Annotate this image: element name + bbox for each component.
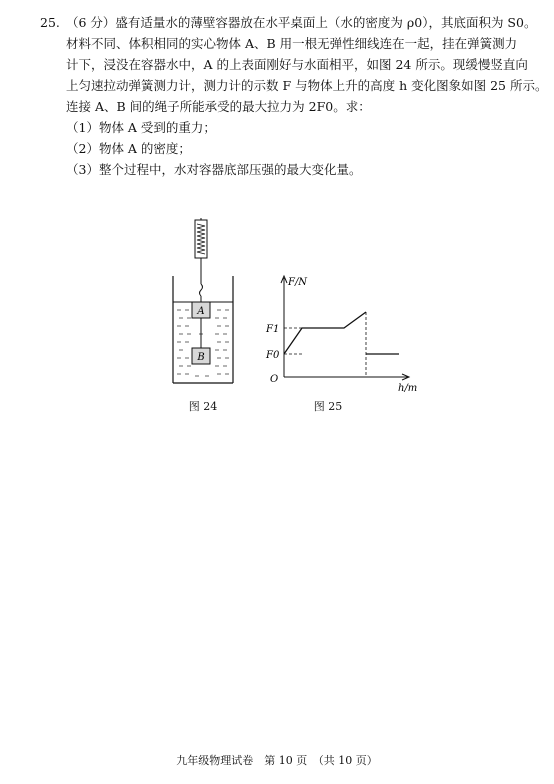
figure-24-caption: 图 24 bbox=[188, 400, 218, 413]
water-hatching bbox=[177, 310, 229, 376]
part-1: （1）物体 A 受到的重力； bbox=[66, 120, 216, 135]
part-3: （3）整个过程中，水对容器底部压强的最大变化量。 bbox=[66, 162, 362, 177]
spring-coils bbox=[197, 224, 205, 254]
figure-25-caption: 图 25 bbox=[313, 400, 343, 413]
question-25 bbox=[20, 12, 548, 180]
question-line-5: 连接 A、B 间的绳子所能承受的最大拉力为 2F0。求： bbox=[66, 99, 371, 114]
question-line-1 bbox=[20, 12, 540, 33]
figure-24 bbox=[165, 218, 245, 397]
object-a-label: A bbox=[197, 306, 205, 317]
question-number: 25. bbox=[40, 15, 60, 30]
y-axis-label: F/N bbox=[288, 277, 308, 288]
figure-25 bbox=[262, 270, 422, 399]
x-axis-label: h/m bbox=[398, 383, 418, 394]
page-footer: 九年级物理试卷 第 10 页 （共 10 页） bbox=[176, 754, 378, 767]
question-line-4: 上匀速拉动弹簧测力计，测力计的示数 F 与物体上升的高度 h 变化图象如图 25 所示。 bbox=[66, 78, 548, 93]
figure-24-drawing bbox=[165, 218, 245, 393]
figure-25-graph bbox=[262, 270, 422, 395]
question-line-2: 材料不同、体积相同的实心物体 A、B 用一根无弹性细线连在一起，挂在弹簧测力 bbox=[66, 36, 518, 51]
tick-label-f0: F0 bbox=[266, 350, 280, 361]
question-text-line: （6 分）盛有适量水的薄壁容器放在水平桌面上（水的密度为 ρ0），其底面积为 S0。 bbox=[66, 15, 537, 30]
question-line-3: 计下，浸没在容器水中，A 的上表面刚好与水面相平，如图 24 所示。现缓慢竖直向 bbox=[66, 57, 528, 72]
origin-label: O bbox=[270, 374, 279, 385]
part-2: （2）物体 A 的密度； bbox=[66, 141, 191, 156]
tick-label-f1: F1 bbox=[266, 324, 280, 335]
spring-hook bbox=[200, 284, 203, 296]
graph-line-rising bbox=[284, 312, 366, 354]
object-b-label: B bbox=[197, 352, 205, 363]
